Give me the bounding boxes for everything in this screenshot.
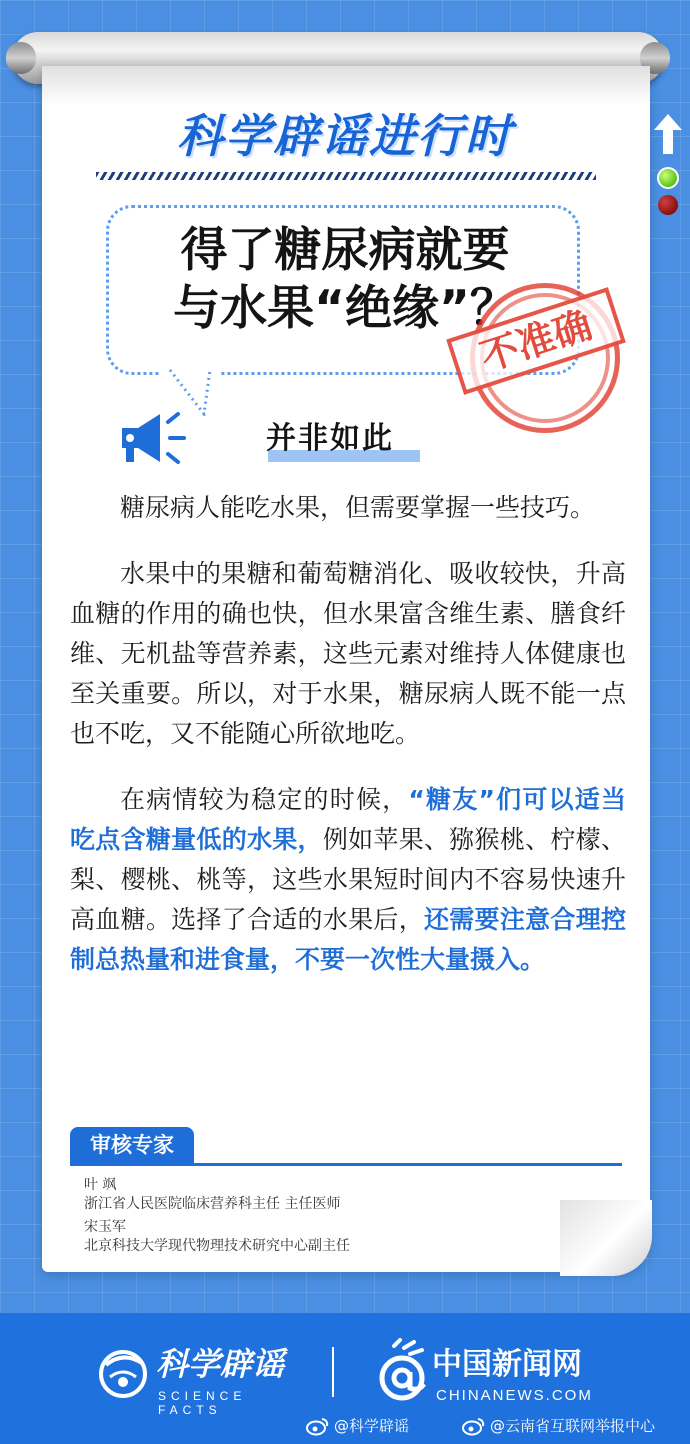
header-title: 科学辟谣进行时 bbox=[177, 109, 513, 163]
paragraph-3-part-b: 例如苹果、猕猴桃、柠檬、梨、樱桃、桃等，这些水果短时间内不容易快速升高血糖。选择了合适的水果后， bbox=[70, 825, 626, 934]
green-indicator-dot bbox=[657, 167, 679, 189]
question-line-2: 与水果“绝缘”？ bbox=[173, 281, 517, 336]
science-facts-logo-en: SCIENCE FACTS bbox=[158, 1389, 247, 1417]
weibo-account-left-label: @科学辟谣 bbox=[334, 1417, 410, 1435]
answer-subtitle: 并非如此 bbox=[266, 421, 394, 456]
paragraph-1: 糖尿病人能吃水果，但需要掌握一些技巧。 bbox=[120, 493, 596, 522]
speech-bubble-tail bbox=[160, 368, 220, 416]
weibo-account-left[interactable] bbox=[306, 1415, 409, 1437]
weibo-account-right-label: @云南省互联网举报中心 bbox=[490, 1417, 656, 1435]
question-line-1: 得了糖尿病就要 bbox=[180, 223, 510, 278]
reviewer-1 bbox=[84, 1176, 604, 1214]
chinanews-logo-text: 中国新闻网 bbox=[432, 1347, 582, 1382]
paragraph-3-part-a: 在病情较为稳定的时候， bbox=[120, 785, 409, 814]
stamp-label: 不准确 bbox=[446, 287, 626, 395]
red-indicator-dot bbox=[658, 195, 678, 215]
chinanews-logo-icon bbox=[374, 1338, 432, 1402]
weibo-account-right[interactable] bbox=[462, 1415, 655, 1437]
weibo-icon bbox=[462, 1416, 486, 1436]
chinanews-logo-en: CHINANEWS.COM bbox=[436, 1387, 593, 1404]
article-body bbox=[70, 488, 626, 1006]
paragraph-2: 水果中的果糖和葡萄糖消化、吸收较快，升高血糖的作用的确也快，但水果富含维生素、膳食纤维、无机盐等营养素，这些元素对维持人体健康也至关重要。所以，对于水果，糖尿病人既不能一点也不吃，又不能随心所欲地吃。 bbox=[70, 559, 626, 748]
paragraph-3 bbox=[70, 780, 626, 980]
megaphone-icon bbox=[116, 410, 192, 466]
weibo-icon bbox=[306, 1416, 330, 1436]
science-facts-logo-text: 科学辟谣 bbox=[156, 1345, 285, 1383]
reviewer-2 bbox=[84, 1218, 604, 1256]
review-divider bbox=[70, 1163, 622, 1166]
footer-divider bbox=[332, 1347, 334, 1397]
up-arrow-icon bbox=[652, 112, 684, 156]
science-facts-logo-icon bbox=[96, 1345, 154, 1399]
reviewer-2-title: 北京科技大学现代物理技术研究中心副主任 bbox=[84, 1238, 350, 1254]
hatch-divider bbox=[96, 172, 596, 180]
paragraph-3-highlight-1: “糖友”们可以适当吃点含糖量低的水果， bbox=[70, 785, 626, 854]
paragraph-3-highlight-2: 还需要注意合理控制总热量和进食量，不要一次性大量摄入。 bbox=[70, 905, 626, 974]
reviewer-1-name: 叶 飒 bbox=[84, 1177, 117, 1193]
reviewer-1-title: 浙江省人民医院临床营养科主任 主任医师 bbox=[84, 1196, 341, 1212]
reviewer-2-name: 宋玉军 bbox=[84, 1219, 126, 1235]
review-tag: 审核专家 bbox=[70, 1127, 194, 1163]
